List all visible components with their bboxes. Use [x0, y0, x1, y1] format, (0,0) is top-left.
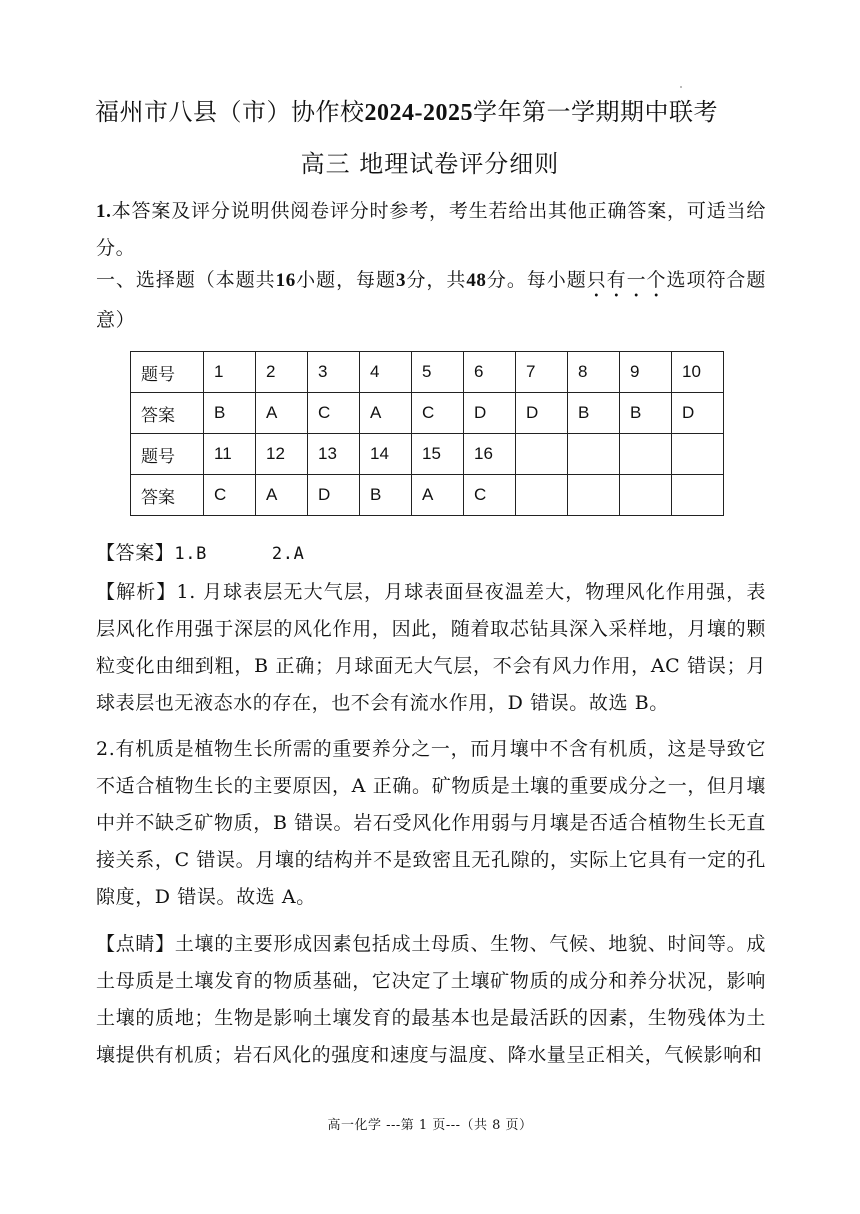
table-cell: C [464, 475, 516, 516]
section-text-a: 一、选择题（本题共 [96, 269, 276, 291]
answer-line [96, 535, 766, 573]
table-cell: A [256, 475, 308, 516]
table-cell: D [464, 393, 516, 434]
title-year: 2024-2025 [364, 100, 473, 126]
scoring-note [96, 193, 766, 267]
page-footer: 高一化学 ---第 1 页---（共 8 页） [327, 1118, 533, 1133]
note-number: 1. [96, 201, 112, 222]
section-heading-choice [96, 262, 766, 339]
title-prefix: 福州市八县（市）协作校 [95, 98, 365, 126]
row-label: 答案 [131, 475, 204, 516]
table-cell: 7 [516, 352, 568, 393]
table-cell: 14 [360, 434, 412, 475]
section-emphasis: 只有一个 [586, 269, 667, 291]
table-cell: B [568, 393, 620, 434]
comment-tag: 【点睛】 [96, 933, 175, 955]
table-cell: 4 [360, 352, 412, 393]
row-label: 题号 [131, 352, 204, 393]
table-row [131, 393, 724, 434]
table-cell: B [204, 393, 256, 434]
table-row [131, 434, 724, 475]
analysis-paragraph-2 [96, 731, 766, 916]
section-text-c: 分，共 [406, 269, 467, 291]
table-cell: 10 [672, 352, 724, 393]
document-title [95, 95, 765, 130]
table-cell [516, 434, 568, 475]
table-cell: 9 [620, 352, 672, 393]
table-cell: 13 [308, 434, 360, 475]
row-label: 题号 [131, 434, 204, 475]
scan-dot [680, 86, 682, 88]
table-cell: 16 [464, 434, 516, 475]
answer-text: 1.B 2.A [174, 544, 305, 564]
table-row [131, 475, 724, 516]
table-row [131, 352, 724, 393]
table-cell: 1 [204, 352, 256, 393]
analysis-text-2: 2.有机质是植物生长所需的重要养分之一，而月壤中不含有机质，这是导致它不适合植物生长的主要原因，A 正确。矿物质是土壤的重要成分之一，但月壤中并不缺乏矿物质，B 错误。岩石受风化作用弱与月壤是否适合植物生长无直接关系，C 错误。月壤的结构并不是致密且无孔隙的，实际上它具有一定的孔隙度，D 错误。故选 A。 [96, 738, 766, 908]
table-cell [568, 434, 620, 475]
table-cell: 2 [256, 352, 308, 393]
table-cell [516, 475, 568, 516]
table-cell: B [360, 475, 412, 516]
analysis-tag: 【解析】 [96, 581, 177, 603]
table-cell: A [256, 393, 308, 434]
table-cell [672, 475, 724, 516]
table-cell: 6 [464, 352, 516, 393]
table-cell: B [620, 393, 672, 434]
table-cell: C [204, 475, 256, 516]
table-cell: 5 [412, 352, 464, 393]
answer-table [130, 351, 724, 516]
answer-tag: 【答案】 [96, 542, 175, 564]
section-count-questions: 16 [275, 270, 296, 291]
table-cell: 11 [204, 434, 256, 475]
section-points-total: 48 [466, 270, 487, 291]
table-cell [620, 434, 672, 475]
row-label: 答案 [131, 393, 204, 434]
table-cell: 8 [568, 352, 620, 393]
note-text: 本答案及评分说明供阅卷评分时参考，考生若给出其他正确答案，可适当给分。 [96, 200, 766, 259]
table-cell [568, 475, 620, 516]
table-cell: A [360, 393, 412, 434]
section-text-d: 分。每小题 [486, 269, 587, 291]
table-cell: A [412, 475, 464, 516]
title-suffix: 学年第一学期期中联考 [473, 98, 718, 126]
table-cell: D [308, 475, 360, 516]
table-cell [672, 434, 724, 475]
table-cell: C [308, 393, 360, 434]
table-cell [620, 475, 672, 516]
comment-text: 土壤的主要形成因素包括成土母质、生物、气候、地貌、时间等。成土母质是土壤发育的物质基础，它决定了土壤矿物质的成分和养分状况，影响土壤的质地；生物是影响土壤发育的最基本也是最活跃的因素，生物残体为土壤提供有机质；岩石风化的强度和速度与温度、降水量呈正相关，气候影响和 [96, 933, 766, 1066]
table-cell: 3 [308, 352, 360, 393]
table-cell: 15 [412, 434, 464, 475]
comment-paragraph [96, 926, 766, 1074]
section-points-each: 3 [395, 270, 407, 291]
analysis-paragraph-1 [96, 574, 766, 722]
table-cell: D [516, 393, 568, 434]
table-cell: 12 [256, 434, 308, 475]
analysis-text-1: 1. 月球表层无大气层，月球表面昼夜温差大，物理风化作用强，表层风化作用强于深层的风化作用，因此，随着取芯钻具深入采样地，月壤的颗粒变化由细到粗，B 正确；月球面无大气层，不会有风力作用，AC 错误；月球表层也无液态水的存在，也不会有流水作用，D 错误。故选 B。 [96, 581, 766, 714]
section-text-b: 小题，每题 [295, 269, 396, 291]
document-subtitle: 高三 地理试卷评分细则 [300, 150, 560, 178]
section-text-e: 选项符合题意） [96, 269, 766, 331]
table-cell: D [672, 393, 724, 434]
table-cell: C [412, 393, 464, 434]
